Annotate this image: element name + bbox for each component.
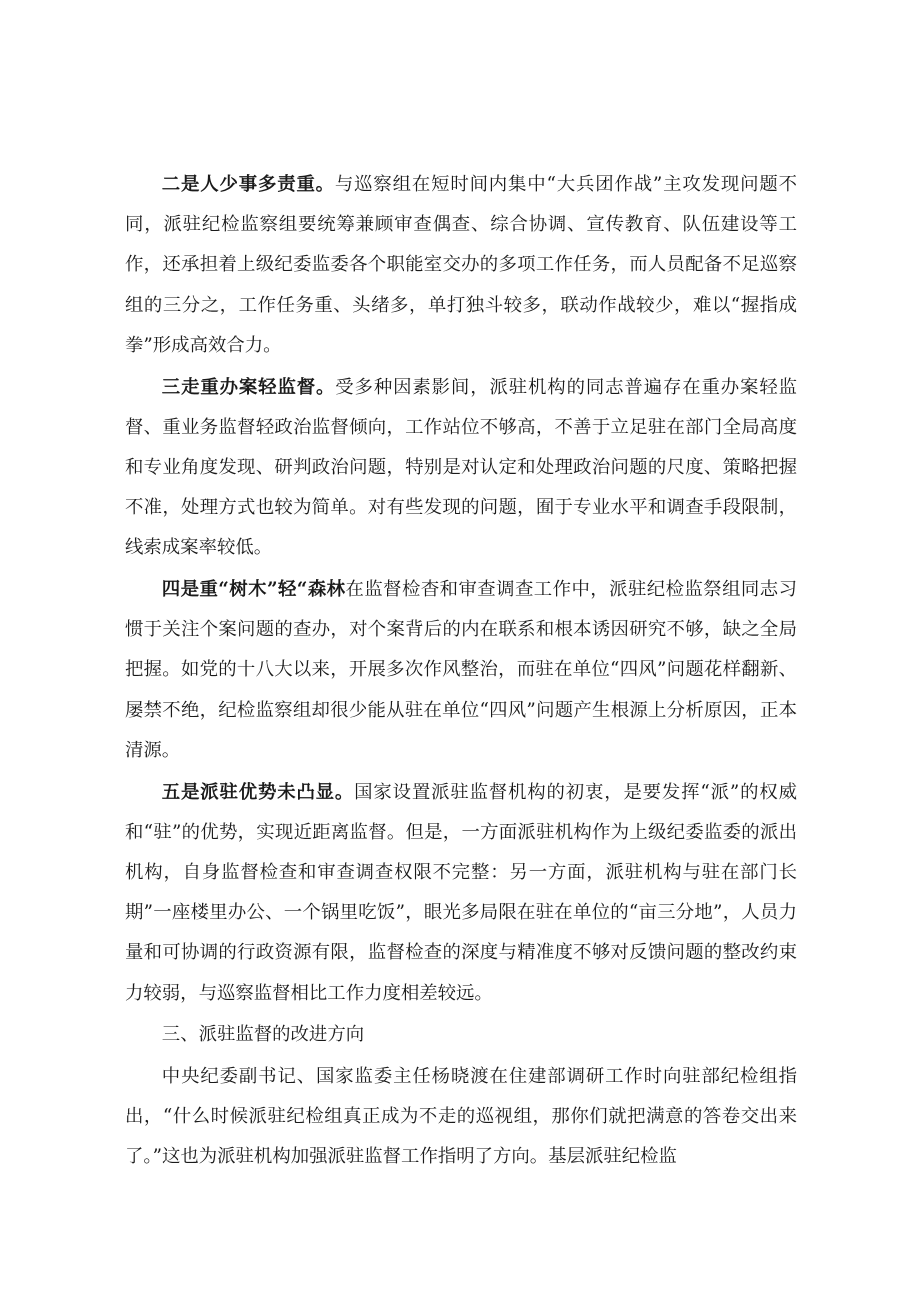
- paragraph-lead-heading: 三走重办案轻监督。: [161, 376, 336, 398]
- paragraph-trees-over-forest: [125, 570, 797, 771]
- paragraph-body: 与巡察组在短时间内集中“大兵团作战”主攻发现问题不同，派驻纪检监察组要统筹兼顾审查偶查、综合协调、宣传教育、队伍建设等工作，还承担着上级纪委监委各个职能室交办的多项工作任务，而人员配备不足巡察组的三分之，工作任务重、头绪多，单打独斗较多，联动作战较少，难以“握指成拳”形成高效合力。: [125, 174, 797, 356]
- closing-paragraph: 中央纪委副书记、国家监委主任杨晓渡在住建部调研工作时向驻部纪检组指出，“什么时候派驻纪检组真正成为不走的巡视组，那你们就把满意的答卷交出来了。”这也为派驻机构加强派驻监督工作指明了方向。基层派驻纪检监: [125, 1065, 797, 1168]
- paragraph-people-few-tasks-many: [125, 165, 797, 366]
- paragraph-case-over-supervision: [125, 368, 797, 569]
- paragraph-body: 国家设置派驻监督机构的初衷，是要发挥“派”的权威和“驻”的优势，实现近距离监督。但是，一方面派驻机构作为上级纪委监委的派出机构，自身监督检查和审查调查权限不完整：另一方面，派驻机构与驻在部门长期”一座楼里办公、一个锅里吃饭”，眼光多局限在驻在单位的“亩三分地”，人员力量和可协调的行政资源有限，监督检查的深度与精准度不够对反馈问题的整改约束力较弱，与巡察监督相比工作力度相差较远。: [125, 781, 797, 1004]
- paragraph-advantage-not-shown: [125, 773, 797, 1014]
- paragraph-body: 受多种因素影间，派驻机构的同志普遍存在重办案轻监督、重业务监督轻政治监督倾向，工作站位不够高，不善于立足驻在部门全局高度和专业角度发现、研判政治问题，特别是对认定和处理政治问题的尺度、策略把握不准，处理方式也较为简单。对有些发现的问题，囿于专业水平和调查手段限制，线索成案率较低。: [125, 376, 797, 559]
- paragraph-lead-heading: 二是人少事多责重。: [161, 174, 335, 195]
- paragraph-lead-heading: 五是派驻优势未凸显。: [161, 781, 355, 803]
- paragraph-body: 在监督检杳和审查调查工作中，派驻纪检监祭组同志习惯于关注个案问题的查办，对个案背后的内在联系和根本诱因研究不够，缺之全局把握。如党的十八大以来，开展多次作风整治，而驻在单位“四风”问题花样翻新、屡禁不绝，纪检监察组却很少能从驻在单位“四风”问题产生根源上分析原因，正本清源。: [125, 579, 797, 761]
- body-text: [125, 165, 797, 1179]
- paragraph-lead-heading: 四是重“树木”轻“森林: [161, 579, 346, 601]
- section-heading: 三、派驻监督的改进方向: [161, 1024, 365, 1046]
